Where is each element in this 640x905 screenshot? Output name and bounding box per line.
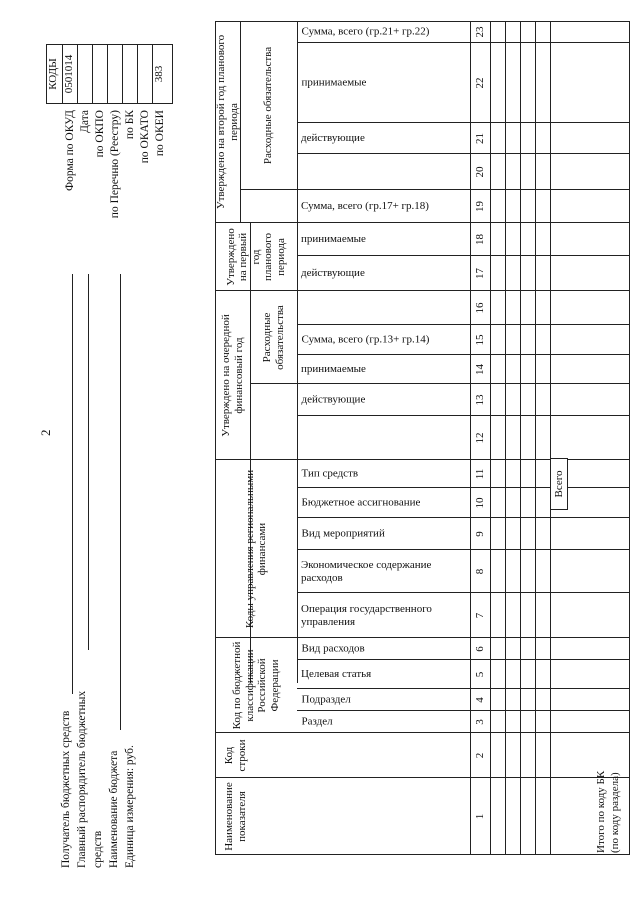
column-number: 2 — [474, 752, 487, 759]
reg-col-budget-allocation: Бюджетное ассигнование — [301, 496, 420, 509]
footer-label-2: (по коду раздела) — [609, 772, 621, 853]
codes-value-registry — [108, 45, 123, 103]
header-regional-codes: Коды управления региональными финансами — [243, 469, 268, 629]
codes-value-date — [78, 45, 93, 103]
manager-label-1: Главный распорядитель бюджетных — [76, 690, 88, 868]
obl-y2-existing: действующие — [301, 132, 365, 145]
column-number: 18 — [474, 234, 487, 245]
codes-label-registry: по Перечню (Реестру) — [109, 110, 121, 219]
header-row-code: Код строки — [223, 739, 248, 772]
codes-value-okpo — [93, 45, 108, 103]
column-number: 23 — [474, 26, 487, 38]
obl-y0-new: принимаемые — [301, 363, 366, 376]
column-number: 3 — [474, 719, 487, 725]
bk-col-section: Раздел — [301, 715, 333, 728]
reg-col-activity-type: Вид мероприятий — [301, 527, 385, 540]
column-number: 11 — [474, 468, 487, 480]
codes-value-okato — [138, 45, 153, 103]
recipient-line — [72, 274, 73, 694]
codes-header: КОДЫ — [47, 45, 63, 103]
codes-label-okei: по ОКЕИ — [154, 110, 166, 157]
obl-y1-existing: действующие — [301, 267, 365, 280]
column-number: 21 — [474, 133, 487, 144]
column-number: 20 — [474, 166, 487, 178]
header-year2: Утверждено на второй год планового периода — [215, 34, 240, 210]
budget-line — [120, 274, 121, 730]
column-number: 22 — [474, 77, 487, 89]
column-number: 14 — [474, 364, 487, 375]
header-year1: Утверждено на первый год планового периода — [224, 228, 287, 286]
footer-label-1: Итого по коду БК — [595, 770, 607, 853]
codes-value-okud: 0501014 — [63, 45, 78, 103]
column-number: 8 — [474, 568, 487, 575]
column-number: 4 — [474, 697, 487, 703]
obl-y1-total: Сумма, всего (гр.17+ гр.18) — [301, 200, 429, 213]
codes-box — [46, 44, 173, 104]
header-indicator-name: Наименование показателя — [223, 782, 248, 851]
column-number: 16 — [474, 302, 487, 314]
obl-y0-existing: действующие — [301, 393, 365, 406]
column-number: 12 — [474, 432, 487, 444]
codes-label-bk: по БК — [124, 110, 136, 140]
header-bk-code: Код по бюджетной классификации Российской Федерации — [231, 641, 281, 730]
obl-y1-new: принимаемые — [301, 233, 366, 246]
budget-label: Наименование бюджета — [108, 750, 120, 868]
bk-col-expense-type: Вид расходов — [301, 642, 365, 655]
column-number: 5 — [474, 671, 487, 678]
reg-col-funds-type: Тип средств — [301, 467, 358, 480]
reg-col-economic-content: Экономическое содержание расходов — [301, 559, 432, 584]
column-number: 10 — [474, 497, 487, 509]
header-obligations-y2: Расходные обязательства — [262, 46, 275, 165]
column-number: 1 — [474, 813, 487, 820]
codes-value-bk — [123, 45, 138, 103]
column-number: 15 — [474, 334, 487, 346]
codes-label-date: Дата — [79, 110, 91, 133]
codes-label-okato: по ОКАТО — [139, 110, 151, 164]
recipient-label: Получатель бюджетных средств — [60, 710, 72, 868]
column-number: 6 — [474, 646, 487, 652]
column-number: 13 — [474, 394, 487, 406]
bk-col-subsection: Подраздел — [301, 693, 351, 706]
reg-col-operation: Операция государственного управления — [301, 603, 432, 628]
column-number: 17 — [474, 268, 487, 279]
obl-y2-new: принимаемые — [301, 76, 366, 89]
codes-label-okpo: по ОКПО — [94, 110, 106, 158]
bk-col-target-article: Целевая статья — [301, 668, 372, 681]
manager-label-2: средств — [92, 830, 104, 868]
unit-label: Единица измерения: руб. — [124, 745, 136, 868]
column-number: 19 — [474, 201, 487, 212]
manager-line — [88, 274, 89, 650]
header-year0: Утверждено на очередной финансовый год — [220, 314, 245, 437]
column-number: 9 — [474, 531, 487, 537]
header-obligations-y0: Расходные обязательства — [261, 305, 286, 370]
total-label: Всего — [550, 458, 568, 510]
codes-label-okud: Форма по ОКУД — [64, 110, 76, 191]
obl-y2-total: Сумма, всего (гр.21+ гр.22) — [301, 25, 429, 38]
codes-value-okei: 383 — [153, 65, 165, 83]
column-number: 7 — [474, 612, 487, 619]
page-number: 2 — [38, 429, 53, 436]
obl-y0-total: Сумма, всего (гр.13+ гр.14) — [301, 333, 429, 346]
